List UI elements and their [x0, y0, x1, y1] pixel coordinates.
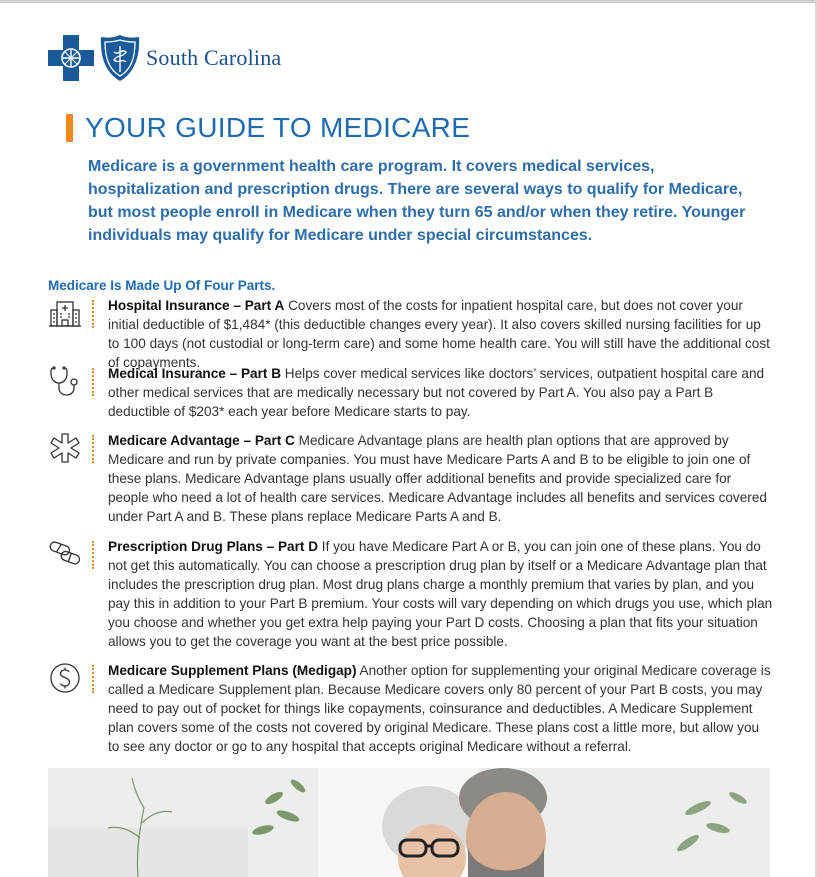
title-accent-bar	[66, 114, 73, 142]
parts-heading: Medicare Is Made Up Of Four Parts.	[48, 278, 276, 293]
section-text	[108, 296, 774, 372]
dollar-coin-icon	[48, 661, 82, 695]
dotted-divider	[92, 665, 100, 693]
section-part-b	[48, 364, 774, 421]
brand-logo	[48, 34, 281, 82]
section-text	[108, 537, 774, 651]
section-part-c	[48, 431, 774, 526]
section-heading: Medicare Supplement Plans (Medigap)	[108, 663, 357, 678]
section-heading: Medicare Advantage – Part C	[108, 433, 295, 448]
section-body: Covers most of the costs for inpatient hospital care, but does not cover your initial deductible of $1,484* (this deductible changes every year). It also covers skilled nursing facilities for up to 100 days (not custodial or long-term care) and some home health care. You will still have the additional cost of copayments.	[108, 298, 770, 370]
medical-star-icon	[48, 431, 82, 465]
hospital-icon	[48, 296, 82, 330]
dotted-divider	[92, 368, 100, 396]
section-part-d	[48, 537, 774, 651]
brand-name: South Carolina	[146, 45, 282, 70]
top-border	[0, 0, 817, 3]
page-title: YOUR GUIDE TO MEDICARE	[85, 112, 471, 143]
blue-cross-logo-icon	[48, 35, 94, 81]
section-heading: Medical Insurance – Part B	[108, 366, 282, 381]
section-body: If you have Medicare Part A or B, you can join one of these plans. You do not get this automatically. You can choose a prescription drug plan by itself or a Medicare Advantage plan that includes the prescription drug plan. Most drug plans charge a monthly premium that varies by plan, and you pay this in addition to your Part B premium. Your costs will vary depending on which drugs you use, which plan you choose and whether you get extra help paying your Part D costs. Choosing a plan that fits your situation allows you to get the coverage you want at the best price possible.	[108, 539, 773, 649]
section-body: Helps cover medical services like doctors’ services, outpatient hospital care and other medical services that are medically necessary but not covered by Part A. You also pay a Part B deductible of $203* each year before Medicare starts to pay.	[108, 366, 765, 419]
dotted-divider	[92, 300, 100, 328]
pills-icon	[48, 537, 82, 571]
section-part-a	[48, 296, 774, 372]
blue-shield-logo-icon	[100, 34, 140, 82]
section-heading: Hospital Insurance – Part A	[108, 298, 285, 313]
section-text	[108, 431, 774, 526]
stethoscope-icon	[48, 364, 82, 398]
dotted-divider	[92, 541, 100, 569]
intro-paragraph: Medicare is a government health care program. It covers medical services, hospitalization and prescription drugs. There are several ways to qualify for Medicare, but most people enroll in Medicare when they turn 65 and/or when they retire. Younger individuals may qualify for Medicare under special circumstances.	[88, 158, 746, 244]
section-heading: Prescription Drug Plans – Part D	[108, 539, 319, 554]
couple-photo	[48, 768, 770, 877]
section-text	[108, 661, 774, 756]
section-text	[108, 364, 774, 421]
section-body: Another option for supplementing your original Medicare coverage is called a Medicare Supplement plan. Because Medicare covers only 80 percent of your Part B costs, you may need to pay out of pocket for things like copayments, coinsurance and deductibles. A Medicare Supplement plan covers some of the costs not covered by original Medicare. These plans cost a little more, but allow you to see any doctor or go to any hospital that accepts original Medicare without a referral.	[108, 663, 771, 754]
photo-illustration	[48, 768, 770, 877]
section-medigap	[48, 661, 774, 756]
dotted-divider	[92, 435, 100, 463]
title-block	[66, 112, 470, 144]
section-body: Medicare Advantage plans are health plan options that are approved by Medicare and run by private companies. You must have Medicare Parts A and B to be eligible to join one of these plans. Medicare Advantage plans usually offer additional benefits and provide specialized care for people who need a lot of health care services. Medicare Advantage includes all benefits and services covered under Part A and B. These plans replace Medicare Parts A and B.	[108, 433, 767, 524]
